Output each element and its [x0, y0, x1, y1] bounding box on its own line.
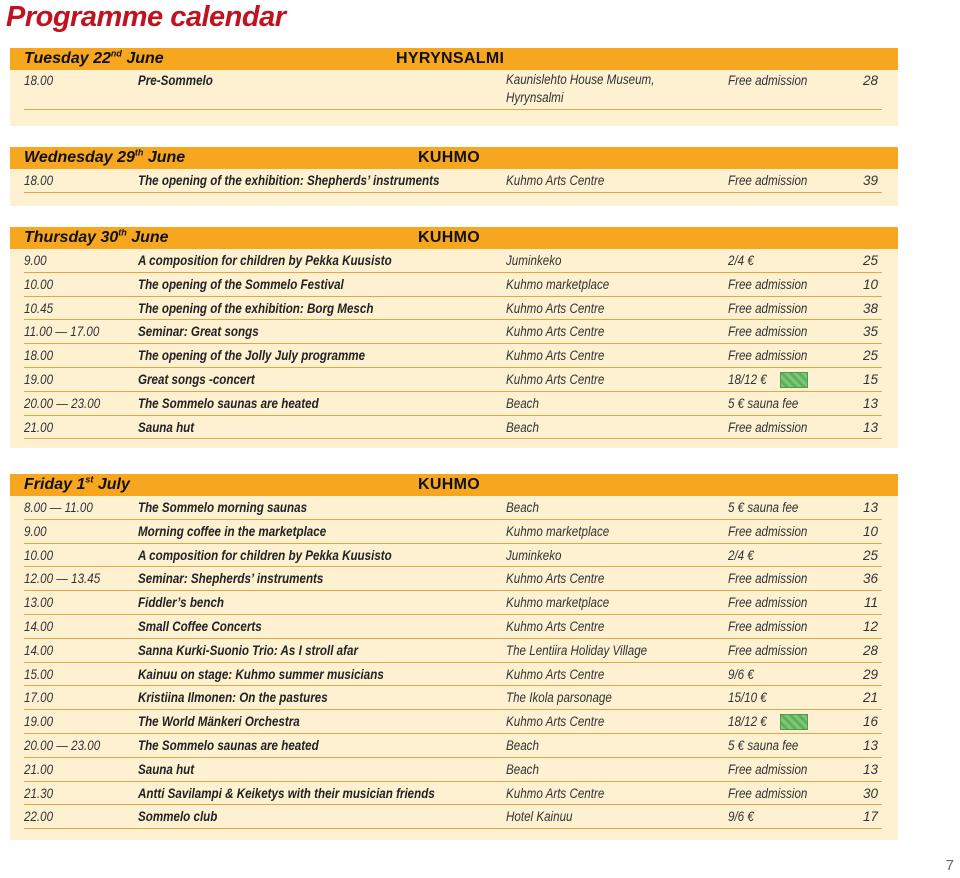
- event-time: 10.45: [24, 300, 54, 316]
- event-row: [24, 344, 882, 368]
- event-page: 35: [862, 324, 878, 340]
- event-title: Small Coffee Concerts: [138, 618, 262, 634]
- event-venue: Kaunislehto House Museum, Hyrynsalmi: [506, 72, 655, 105]
- day-label: Wednesday 29th June: [24, 147, 186, 166]
- event-venue: Kuhmo Arts Centre: [506, 785, 605, 801]
- event-time: 9.00: [24, 523, 47, 539]
- event-row: [24, 273, 882, 297]
- day-header: [10, 227, 898, 249]
- event-title: A composition for children by Pekka Kuusisto: [138, 253, 392, 268]
- event-page: 25: [862, 547, 878, 563]
- event-page: 16: [862, 714, 878, 730]
- event-title: Seminar: Shepherds’ instruments: [138, 571, 324, 587]
- event-title: Sommelo club: [138, 809, 218, 825]
- event-row: [24, 639, 882, 663]
- event-page: 38: [862, 300, 878, 316]
- event-time: 22.00: [24, 809, 54, 825]
- day-label: Friday 1st July: [24, 474, 130, 493]
- event-title: The opening of the exhibition: Borg Mesch: [138, 300, 374, 316]
- event-venue: Juminkeko: [506, 547, 562, 563]
- event-price: 18/12 €: [728, 371, 767, 387]
- event-row: [24, 368, 882, 392]
- event-row: [24, 496, 882, 520]
- event-price: 9/6 €: [728, 666, 754, 682]
- event-row: [24, 169, 882, 193]
- day-label: Tuesday 22nd June: [24, 48, 164, 67]
- event-price: 9/6 €: [728, 809, 754, 825]
- event-time: 13.00: [24, 595, 54, 611]
- event-time: 18.00: [24, 73, 54, 88]
- event-title: The World Mänkeri Orchestra: [138, 714, 300, 730]
- page-title: Programme calendar: [6, 1, 286, 33]
- event-venue: Beach: [506, 761, 539, 777]
- event-title: The Sommelo saunas are heated: [138, 395, 319, 411]
- event-page: 11: [863, 595, 878, 611]
- event-time: 17.00: [24, 690, 54, 706]
- event-page: 25: [862, 348, 878, 364]
- event-title: The opening of the Sommelo Festival: [138, 276, 344, 292]
- event-row: [24, 663, 882, 687]
- event-row: [24, 520, 882, 544]
- event-venue: Kuhmo Arts Centre: [506, 618, 605, 634]
- event-title: Antti Savilampi & Keiketys with their musician friends: [138, 785, 435, 801]
- event-price: 5 € sauna fee: [728, 737, 799, 753]
- event-row: [24, 544, 882, 568]
- event-price: Free admission: [728, 173, 808, 188]
- event-row: [24, 758, 882, 782]
- day-header: [10, 48, 898, 70]
- event-price: Free admission: [728, 73, 808, 88]
- event-page: 13: [862, 761, 878, 777]
- event-time: 21.30: [24, 785, 54, 801]
- event-row: [24, 686, 882, 710]
- event-title: Kristiina Ilmonen: On the pastures: [138, 690, 328, 706]
- event-title: Morning coffee in the marketplace: [138, 523, 327, 539]
- event-price: 5 € sauna fee: [728, 500, 799, 515]
- event-row: [24, 710, 882, 734]
- event-row: [24, 615, 882, 639]
- event-page: 25: [862, 253, 878, 268]
- event-page: 30: [862, 785, 878, 801]
- event-row: [24, 320, 882, 344]
- event-page: 39: [862, 173, 878, 188]
- event-title: The Sommelo morning saunas: [138, 500, 308, 515]
- event-price: Free admission: [728, 419, 808, 435]
- day-header: [10, 474, 898, 496]
- event-time: 15.00: [24, 666, 54, 682]
- event-price: Free admission: [728, 785, 808, 801]
- event-venue: Beach: [506, 395, 539, 411]
- event-time: 9.00: [24, 253, 47, 268]
- event-venue: The Ikola parsonage: [506, 690, 612, 706]
- event-venue: Kuhmo Arts Centre: [506, 371, 605, 387]
- event-price: 2/4 €: [728, 253, 754, 268]
- day-location: KUHMO: [418, 149, 480, 166]
- event-price: Free admission: [728, 571, 808, 587]
- event-venue: Beach: [506, 500, 539, 515]
- event-time: 21.00: [24, 419, 54, 435]
- event-title: Sauna hut: [138, 419, 195, 435]
- page-number: 7: [945, 857, 954, 874]
- event-time: 10.00: [24, 276, 54, 292]
- event-row: [24, 782, 882, 806]
- event-venue: The Lentiira Holiday Village: [506, 642, 648, 658]
- event-page: 10: [862, 276, 878, 292]
- event-time: 20.00 — 23.00: [24, 737, 101, 753]
- event-page: 21: [862, 690, 878, 706]
- event-page: 13: [862, 395, 878, 411]
- event-price: Free admission: [728, 324, 808, 340]
- event-venue: Kuhmo Arts Centre: [506, 173, 605, 188]
- event-title: The opening of the exhibition: Shepherds’ instruments: [138, 173, 440, 188]
- event-time: 11.00 — 17.00: [24, 324, 100, 340]
- event-page: 36: [862, 571, 878, 587]
- event-time: 8.00 — 11.00: [24, 500, 93, 515]
- event-time: 20.00 — 23.00: [24, 395, 101, 411]
- day-location: HYRYNSALMI: [396, 50, 505, 67]
- event-venue: Kuhmo Arts Centre: [506, 571, 605, 587]
- ticket-icon: [780, 714, 808, 730]
- event-price: 18/12 €: [728, 714, 767, 730]
- event-page: 13: [862, 737, 878, 753]
- event-page: 28: [862, 642, 878, 658]
- event-venue: Beach: [506, 419, 539, 435]
- event-row: [24, 70, 882, 110]
- event-price: Free admission: [728, 348, 808, 364]
- event-row: [24, 734, 882, 758]
- ticket-icon: [780, 372, 808, 388]
- event-time: 19.00: [24, 371, 54, 387]
- event-page: 28: [862, 73, 878, 88]
- event-time: 14.00: [24, 618, 54, 634]
- event-price: Free admission: [728, 761, 808, 777]
- event-page: 10: [862, 523, 878, 539]
- event-page: 15: [862, 371, 878, 387]
- day-label: Thursday 30th June: [24, 227, 169, 246]
- event-title: Pre-Sommelo: [138, 73, 213, 88]
- event-venue: Kuhmo Arts Centre: [506, 714, 605, 730]
- event-title: Sauna hut: [138, 761, 195, 777]
- event-time: 14.00: [24, 642, 54, 658]
- event-title: Seminar: Great songs: [138, 324, 259, 340]
- event-row: [24, 297, 882, 321]
- event-title: Kainuu on stage: Kuhmo summer musicians: [138, 666, 384, 682]
- event-price: 5 € sauna fee: [728, 395, 799, 411]
- day-location: KUHMO: [418, 229, 480, 246]
- event-row: [24, 392, 882, 416]
- event-venue: Juminkeko: [506, 253, 562, 268]
- event-row: [24, 416, 882, 440]
- event-venue: Kuhmo Arts Centre: [506, 666, 605, 682]
- event-time: 18.00: [24, 348, 54, 364]
- event-title: The Sommelo saunas are heated: [138, 737, 319, 753]
- day-location: KUHMO: [418, 476, 480, 493]
- day-section-friday: [10, 474, 898, 840]
- event-venue: Kuhmo Arts Centre: [506, 348, 605, 364]
- event-price: 15/10 €: [728, 690, 767, 706]
- event-row: [24, 567, 882, 591]
- event-venue: Kuhmo Arts Centre: [506, 324, 605, 340]
- event-venue: Kuhmo Arts Centre: [506, 300, 605, 316]
- event-price: Free admission: [728, 618, 808, 634]
- event-time: 19.00: [24, 714, 54, 730]
- event-time: 10.00: [24, 547, 54, 563]
- event-row: [24, 249, 882, 273]
- event-price: Free admission: [728, 595, 808, 611]
- event-venue: Kuhmo marketplace: [506, 595, 610, 611]
- day-section-thursday: [10, 227, 898, 448]
- event-page: 13: [862, 419, 878, 435]
- event-time: 12.00 — 13.45: [24, 571, 101, 587]
- event-page: 17: [862, 809, 878, 825]
- event-time: 21.00: [24, 761, 54, 777]
- event-row: [24, 805, 882, 829]
- event-title: Fiddler’s bench: [138, 595, 225, 611]
- day-section-wednesday: [10, 147, 898, 206]
- event-venue: Hotel Kainuu: [506, 809, 573, 825]
- event-price: Free admission: [728, 642, 808, 658]
- event-page: 12: [862, 618, 878, 634]
- event-price: 2/4 €: [728, 547, 754, 563]
- event-title: Great songs -concert: [138, 371, 255, 387]
- event-price: Free admission: [728, 276, 808, 292]
- day-header: [10, 147, 898, 169]
- event-price: Free admission: [728, 300, 808, 316]
- event-page: 13: [862, 500, 878, 515]
- event-title: A composition for children by Pekka Kuusisto: [138, 547, 392, 563]
- event-time: 18.00: [24, 173, 54, 188]
- event-venue: Kuhmo marketplace: [506, 523, 610, 539]
- event-row: [24, 591, 882, 615]
- event-title: The opening of the Jolly July programme: [138, 348, 366, 364]
- event-price: Free admission: [728, 523, 808, 539]
- event-title: Sanna Kurki-Suonio Trio: As I stroll afar: [138, 642, 358, 658]
- event-venue: Kuhmo marketplace: [506, 276, 610, 292]
- event-page: 29: [862, 666, 878, 682]
- event-venue: Beach: [506, 737, 539, 753]
- day-section-tuesday: [10, 48, 898, 126]
